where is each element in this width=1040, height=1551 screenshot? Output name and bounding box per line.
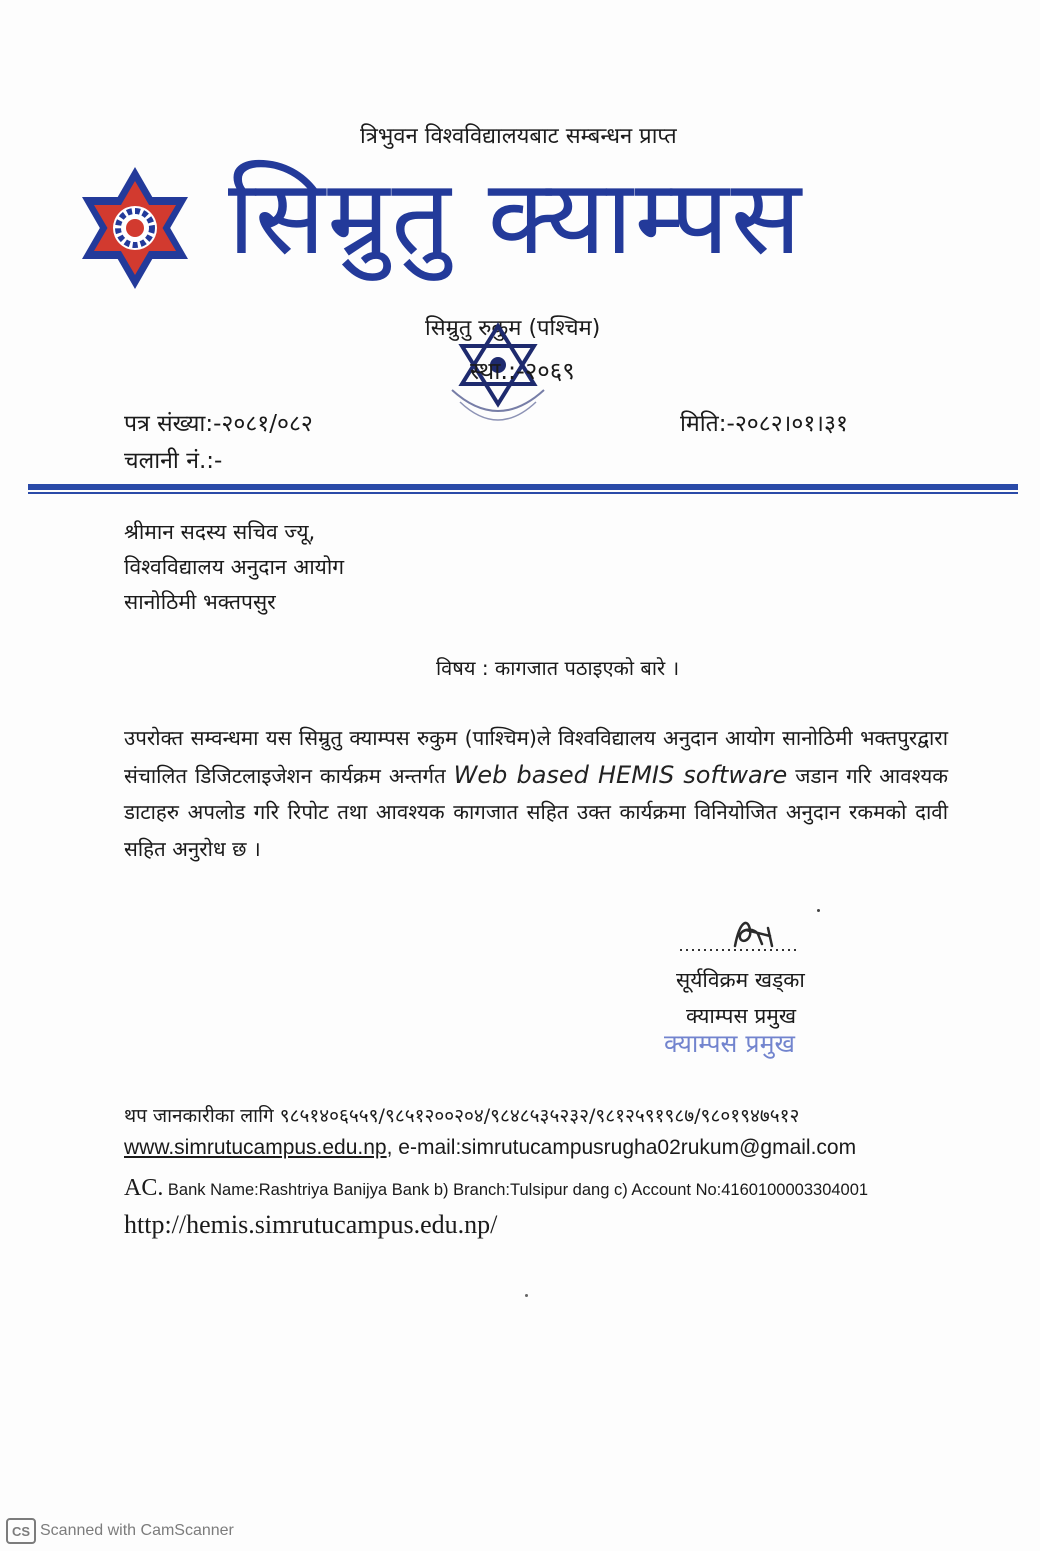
letter-date: मिति:-२०८२।०१।३१ [680, 411, 848, 437]
established-year: स्था.:-२०६९ [470, 357, 575, 385]
speck [817, 909, 820, 912]
website-link[interactable]: www.simrutucampus.edu.np [124, 1136, 387, 1159]
handwritten-signature-icon [680, 910, 805, 960]
bank-details-line [124, 1175, 868, 1202]
recipient-line-1: श्रीमान सदस्य सचिव ज्यू, [124, 520, 316, 544]
letter-body [124, 720, 948, 867]
bank-details: Bank Name:Rashtriya Banijya Bank b) Branch:Tulsipur dang c) Account No:4160100003304001 [163, 1181, 869, 1199]
signatory-title: क्याम्पस प्रमुख [686, 1004, 797, 1028]
email-text: , e-mail:simrutucampusrugha02rukum@gmail.com [386, 1136, 857, 1159]
affiliation-text: त्रिभुवन विश्वविद्यालयबाट सम्बन्धन प्राप्त [360, 124, 677, 149]
header-divider [28, 484, 1018, 490]
campus-location: सिम्रुतु रुकुम (पश्चिम) [425, 316, 601, 341]
campus-emblem-icon [78, 163, 192, 293]
recipient-line-3: सानोठिमी भक्तपसुर [124, 590, 276, 614]
contact-phones: थप जानकारीका लागि ९८५१४०६५५९/९८५१२००२०४/९८४८५३५२३२/९८१२५९१९८७/९८०१९४७५१२ [124, 1105, 800, 1127]
recipient-line-2: विश्वविद्यालय अनुदान आयोग [124, 555, 345, 579]
body-part-1: उपरोक्त सम्वन्धमा यस सिम्रुतु क्याम्पस रुकुम (पाश्चिम)ले विश्वविद्यालय अनुदान आयोग सानोठिमी भक्तपुरद्वारा संचालित डिजिटलाइजेशन कार्यक्रम अन्तर्गत [124, 726, 948, 788]
speck [525, 1294, 528, 1297]
header-divider-thin [28, 492, 1018, 494]
watermark-text: Scanned with CamScanner [40, 1522, 234, 1539]
dispatch-number: चलानी नं.:- [124, 448, 223, 474]
website-email-line [124, 1136, 856, 1160]
camscanner-logo-icon: CS [6, 1518, 36, 1544]
bank-prefix: AC. [124, 1175, 164, 1201]
subject-line: विषय : कागजात पठाइएको बारे । [436, 656, 680, 680]
reference-number: पत्र संख्या:-२०८१/०८२ [124, 411, 313, 437]
signatory-name: सूर्यविक्रम खड्का [676, 968, 805, 992]
signatory-stamp: क्याम्पस प्रमुख [664, 1029, 795, 1058]
camscanner-watermark [6, 1518, 234, 1544]
body-part-2: जडान गरि आवश्यक डाटाहरु अपलोड गरि रिपोट तथा आवश्यक कागजात सहित उक्त कार्यक्रमा विनियोजित अनुदान रकमको दावी सहित अनुरोध छ । [124, 763, 948, 861]
body-english-term: Web based HEMIS software [453, 760, 788, 789]
campus-name-heading: सिम्रुतु क्याम्पस [228, 156, 804, 278]
hemis-url[interactable]: http://hemis.simrutucampus.edu.np/ [124, 1210, 498, 1239]
